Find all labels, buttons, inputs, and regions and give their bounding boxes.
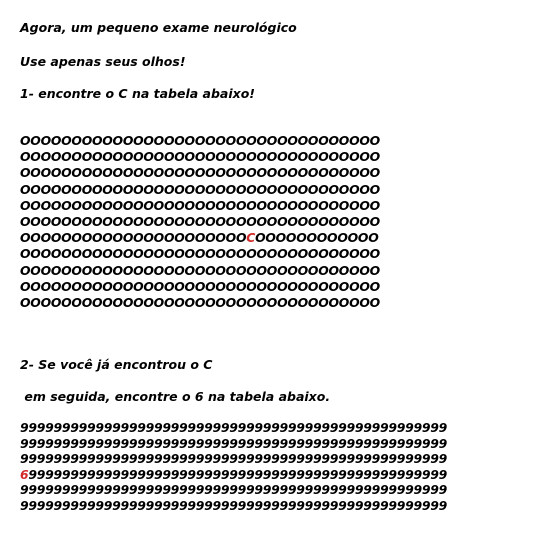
hidden-digit-6: 6 <box>20 466 29 482</box>
letter-grid-row <box>20 230 380 246</box>
letter-grid-row <box>20 133 380 149</box>
letter-grid-row-text: OOOOOOOOOOOOOOOOOOOOOOOOOOOOOOOOOOO <box>20 197 380 213</box>
instruction-text: Use apenas seus olhos! <box>20 54 186 69</box>
letter-grid-row-text: OOOOOOOOOOOOOOOOOOOOOOOOOOOOOOOOOOO <box>20 165 380 181</box>
digit-grid-row <box>20 436 447 452</box>
task-2-line-1: 2- Se você já encontrou o C <box>20 357 213 372</box>
letter-grid-row <box>20 149 380 165</box>
letter-grid-row <box>20 279 380 295</box>
letter-grid-row-text: OOOOOOOOOOOOOOOOOOOOOOOOOOOOOOOOOOO <box>20 246 380 262</box>
digit-grid-row-text: 999999999999999999999999999999999999999999999999999 <box>20 482 447 498</box>
letter-grid-row-text: OOOOOOOOOOOOOOOOOOOOOOOOOOOOOOOOOOO <box>20 262 380 278</box>
letter-grid-row <box>20 295 380 311</box>
digit-grid-row-text: 999999999999999999999999999999999999999999999999999 <box>20 451 447 467</box>
digit-grid-row <box>20 420 447 436</box>
letter-grid-row-text: OOOOOOOOOOOOOOOOOOOOOO <box>20 230 247 246</box>
digit-grid-row-text: 999999999999999999999999999999999999999999999999999 <box>20 497 447 513</box>
letter-grid-row-text: OOOOOOOOOOOOOOOOOOOOOOOOOOOOOOOOOOO <box>20 149 380 165</box>
task-1-text: 1- encontre o C na tabela abaixo! <box>20 86 255 101</box>
letter-grid-row <box>20 214 380 230</box>
letter-grid-row <box>20 263 380 279</box>
letter-grid-row <box>20 246 380 262</box>
letter-grid-row <box>20 165 380 181</box>
letter-grid-row-text: OOOOOOOOOOOOOOOOOOOOOOOOOOOOOOOOOOO <box>20 295 380 311</box>
digit-grid-row <box>20 482 447 498</box>
digit-grid-row-text: 999999999999999999999999999999999999999999999999999 <box>20 435 447 451</box>
letter-grid-row-text: OOOOOOOOOOOOOOOOOOOOOOOOOOOOOOOOOOO <box>20 278 380 294</box>
letter-grid-row-text: OOOOOOOOOOOOOOOOOOOOOOOOOOOOOOOOOOO <box>20 133 380 148</box>
page-title: Agora, um pequeno exame neurológico <box>20 20 297 35</box>
letter-grid-row <box>20 198 380 214</box>
digit-grid-row-text: 999999999999999999999999999999999999999999999999999 <box>20 420 447 435</box>
digit-grid-6 <box>20 420 447 514</box>
letter-grid-row-text: OOOOOOOOOOOO <box>255 230 379 246</box>
letter-grid-c <box>20 133 380 311</box>
hidden-letter-c: C <box>246 230 256 246</box>
digit-grid-row <box>20 498 447 514</box>
digit-grid-row <box>20 451 447 467</box>
letter-grid-row-text: OOOOOOOOOOOOOOOOOOOOOOOOOOOOOOOOOOO <box>20 181 380 197</box>
task-2-line-2: em seguida, encontre o 6 na tabela abaixo. <box>20 389 331 404</box>
digit-grid-row-text: 99999999999999999999999999999999999999999999999999 <box>28 466 447 482</box>
digit-grid-row <box>20 467 447 483</box>
letter-grid-row <box>20 182 380 198</box>
letter-grid-row-text: OOOOOOOOOOOOOOOOOOOOOOOOOOOOOOOOOOO <box>20 214 380 230</box>
